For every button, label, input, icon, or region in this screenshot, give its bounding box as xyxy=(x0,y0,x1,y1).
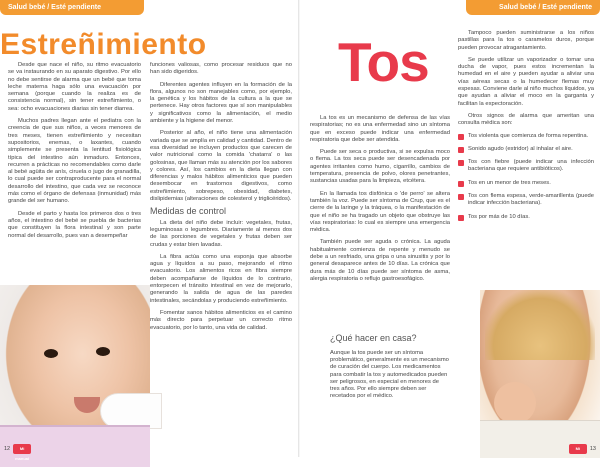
page-number: 12 xyxy=(4,446,11,452)
list-item: Sonido agudo (estridor) al inhalar el aire. xyxy=(458,146,594,153)
red-square-bullet-icon xyxy=(458,134,464,140)
page-title-tos: Tos xyxy=(338,31,429,93)
red-square-bullet-icon xyxy=(458,194,464,200)
section-tab-right: Salud bebé / Esté pendiente xyxy=(466,0,600,15)
paragraph: Desde el parto y hasta los primeros dos o tres años, el intestino del bebé se puebla de bacterias que constituyen la flora intestinal y son parte normal del desarrollo, pues van a desempeñar xyxy=(8,210,141,239)
paragraph: La tos es un mecanismo de defensa de las vías respiratorias; no es una enfermedad sino un síntoma que en exceso puede indicar una enfermedad respiratoria que debe ser atendida. xyxy=(310,115,450,143)
list-item: Tos por más de 10 días. xyxy=(458,214,594,221)
paragraph: Tampoco pueden suministrarse a los niños pastillas para la tos o caramelos duros, porque pueden provocar atragantamiento. xyxy=(458,30,594,51)
list-item: Tos en un menor de tres meses. xyxy=(458,180,594,187)
section-tab-left: Salud bebé / Esté pendiente xyxy=(0,0,144,15)
callout-text: Aunque la tos puede ser un síntoma problemático, generalmente es un mecanismo de curación del cuerpo. Los medicamentos para combatir la tos y automedicados pueden ser peligrosos, en especial en menores de tres años. Por ello siempre deben ser recetados por el médico. xyxy=(330,350,449,400)
paragraph: Puede ser seca o productiva, si se expulsa moco o flema. La tos seca puede ser desencadenada por agentes irritantes como humo, cigarrillo, cambios de temperatura, presencia de polvo, olores penetrantes, sustancias usadas para la limpieza, etcétera. xyxy=(310,149,450,185)
paragraph: funciones valiosas, como procesar residuos que no han sido digeridos. xyxy=(150,62,292,76)
paragraph: La fibra actúa como una esponja que absorbe agua y líquidos a su paso, mejorando el ritmo evacuatorio. Los alimentos ricos en fibra siempre deben acompañarse de líquidos de lo contrario, entorpecen el tránsito intestinal en vez de mejorarlo, generando la salida de agua de las paredes intestinales, secándolas y produciendo estreñimiento. xyxy=(150,253,292,304)
red-square-bullet-icon xyxy=(458,181,464,187)
list-item: Tos con fiebre (puede indicar una infección bacteriana que requiere antibióticos). xyxy=(458,159,594,174)
page-title-estrenimiento: Estreñimiento xyxy=(0,28,207,61)
alarm-signs-list xyxy=(458,133,594,221)
red-square-bullet-icon xyxy=(458,147,464,153)
footer-left xyxy=(4,444,31,471)
paragraph: Diferentes agentes influyen en la formación de la flora, algunos no son manejables como, por ejemplo, la genética y los hábitos de la cultura a la que se pertenece. Hay otros factores que sí son manipulables y significativos como la alimentación, el medio ambiente y la higiene del menor. xyxy=(150,81,292,125)
list-item: Tos con flema espesa, verde-amarillenta (puede indicar infección bacteriana). xyxy=(458,193,594,208)
article-column-2 xyxy=(458,30,594,227)
paragraph: La dieta del niño debe incluir: vegetales, frutas, leguminosas o legumbres. Diariamente al menos dos de las porciones de vegetales y frutas deben ser crudas y estar bien lavadas. xyxy=(150,219,292,248)
left-page xyxy=(0,0,300,471)
footer-right xyxy=(569,444,596,471)
page-number: 13 xyxy=(589,446,596,452)
article-column-1 xyxy=(8,62,141,245)
red-square-bullet-icon xyxy=(458,215,464,221)
magazine-logo: Mi manual del bebé xyxy=(569,446,586,471)
paragraph: En la llamada tos disfónica o 'de perro' se altera también la voz. Puede ser síntoma de Crup, que es el cierre de la laringe y la tráquea, o la manifestación de que el niño se ha tragado un objeto que obstruye las vías respiratorias: lo cual es siempre una emergencia médica. xyxy=(310,190,450,234)
list-item: Tos violenta que comienza de forma repentina. xyxy=(458,133,594,140)
red-square-bullet-icon xyxy=(458,160,464,166)
article-column-1 xyxy=(310,115,450,288)
article-column-2 xyxy=(150,62,292,337)
right-page xyxy=(300,0,600,471)
paragraph: Posterior al año, el niño tiene una alimentación variada que se amplía en calidad y cantidad. Dentro de esa diversidad se incluyen productos que carecen de valor nutricional como la comida 'chatarra' o las golosinas, que llaman más su atención por los sabores y colores. Así, los cambios en la dieta llegan con diferencias y malos hábitos alimenticios que pueden desembocar en trastornos digestivos, como estreñimiento, sobrepeso, obesidad, diabetes, dislipidemias (alteraciones de colesterol y triglicéridos). xyxy=(150,130,292,203)
paragraph: Muchos padres llegan ante el pediatra con la creencia de que sus niños, a veces menores de tres meses, tienen estreñimiento y necesitan supositorios, enemas, o laxantes, cuando simplemente se presenta la lentitud fisiológica típica del intestino aún inmaduro. Entonces, recurren a prácticas no recomendables como darle al bebé agüita de anís, ciruela o jugo de granadilla, lo cual puede ser contraproducente para el normal desarrollo del intestino, que cada vez se reconoce más como el órgano de defensas (inmunidad) más grande del ser humano. xyxy=(8,118,141,205)
paragraph: Desde que nace el niño, su ritmo evacuatorio se va instaurando en su aparato digestivo. Por ello no debe sentirse de alarma que un bebé que toma leche materna haga sólo una evacuación por semana (porque cuando la realiza es de consistencia normal), sin tener estreñimiento, o sea: ocho evacuaciones diarias sin tener diarrea. xyxy=(8,62,141,112)
paragraph: También puede ser aguda o crónica. La aguda habitualmente comienza de repente y menudo se debe a un resfriado, una gripa o una sinusitis y por lo general desaparece antes de 10 días. La crónica que dura más de 10 días puede ser síntoma de asma, alergia respiratoria o reflujo gastroesofágico. xyxy=(310,239,450,282)
magazine-logo: Mi manual del bebé xyxy=(14,446,31,471)
paragraph: Se puede utilizar un vaporizador o tomar una ducha de vapor, pues estos incrementan la humedad en el aire y pueden ayudar a aliviar una vías aéreas secas o la humedecer flemas muy espesas. Conviene darle al niño muchos líquidos, ya que ayudan a aliviar el moco en la garganta y facilitan la expectoración. xyxy=(458,56,594,107)
callout-heading: ¿Qué hacer en casa? xyxy=(330,333,417,343)
section-subheading: Medidas de control xyxy=(150,206,227,217)
paragraph: Otros signos de alarma que ameritan una consulta médica son: xyxy=(458,112,594,127)
paragraph: Fomentar sanos hábitos alimenticios es el camino más directo para perpetuar un correcto ritmo evacuatorio, por lo tanto, una vida de calidad. xyxy=(150,309,292,331)
